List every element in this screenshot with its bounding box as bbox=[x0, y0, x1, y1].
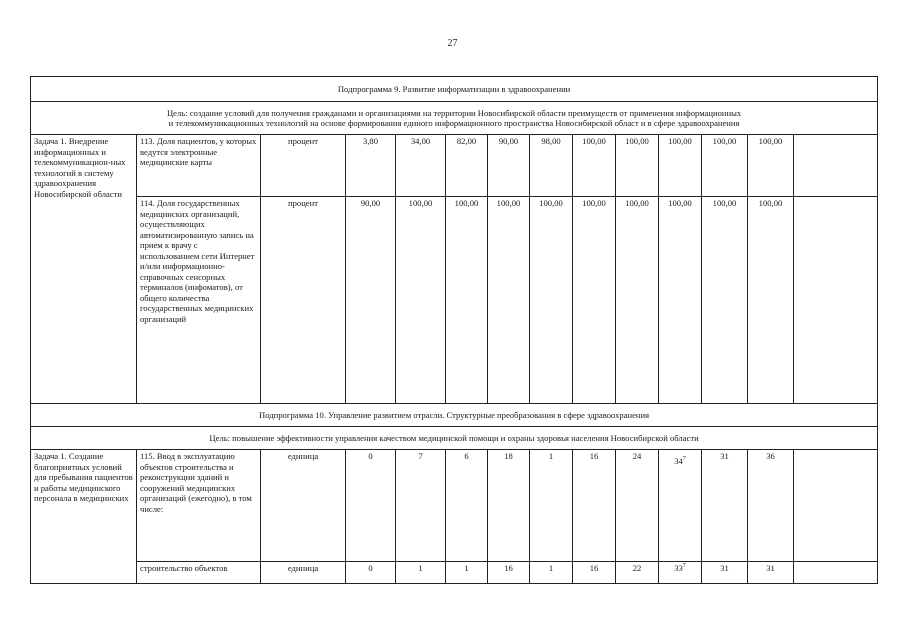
value-text: 34 bbox=[674, 456, 683, 466]
value-cell: 98,00 bbox=[530, 135, 573, 197]
value-text: 33 bbox=[674, 563, 683, 573]
indicator-unit: единица bbox=[261, 450, 346, 562]
value-cell: 100,00 bbox=[702, 135, 748, 197]
value-cell: 100,00 bbox=[659, 135, 702, 197]
indicator-name: строительство объектов bbox=[137, 562, 261, 584]
page-number: 27 bbox=[447, 38, 458, 49]
value-cell: 90,00 bbox=[346, 197, 396, 404]
value-cell: 0 bbox=[346, 562, 396, 584]
subprogram10-goal-row bbox=[31, 427, 878, 450]
footnote-mark: 7 bbox=[682, 563, 686, 570]
subprogram9-goal bbox=[31, 102, 878, 135]
subprogram10-title: Подпрограмма 10. Управление развитием отрасли. Структурные преобразования в сфере здравоохранения bbox=[31, 404, 878, 427]
value-cell: 100,00 bbox=[488, 197, 530, 404]
subprogram9-title-row bbox=[31, 77, 878, 102]
value-cell: 18 bbox=[488, 450, 530, 562]
value-cell: 1 bbox=[446, 562, 488, 584]
subprogram9-title: Подпрограмма 9. Развитие информатизации в здравоохранении bbox=[31, 77, 878, 102]
table-row bbox=[31, 562, 878, 584]
value-cell: 100,00 bbox=[396, 197, 446, 404]
value-cell: 3,80 bbox=[346, 135, 396, 197]
value-cell-with-footnote bbox=[659, 562, 702, 584]
value-cell: 1 bbox=[396, 562, 446, 584]
value-cell: 0 bbox=[346, 450, 396, 562]
value-cell: 100,00 bbox=[530, 197, 573, 404]
empty-cell bbox=[794, 562, 878, 584]
value-cell: 16 bbox=[488, 562, 530, 584]
value-cell: 24 bbox=[616, 450, 659, 562]
value-cell: 31 bbox=[702, 562, 748, 584]
indicator-name: 114. Доля государственных медицинских организаций, осуществляющих автоматизированную запись на прием к врачу с использованием сети Интернет и/или информационно-справочных сенсорных терминалов (инфоматов), от общего количества государственных медицинских организаций bbox=[137, 197, 261, 404]
value-cell: 100,00 bbox=[573, 197, 616, 404]
subprogram9-task: Задача 1. Внедрение информационных и телекоммуникацион-ных технологий в систему здравоохранения Новосибирской области bbox=[31, 135, 137, 404]
subprogram10-title-row bbox=[31, 404, 878, 427]
value-cell: 31 bbox=[748, 562, 794, 584]
value-cell: 31 bbox=[702, 450, 748, 562]
subprogram10-task: Задача 1. Создание благоприятных условий для пребывания пациентов и работы медицинского персонала в медицинских bbox=[31, 450, 137, 584]
value-cell: 100,00 bbox=[616, 197, 659, 404]
value-cell: 36 bbox=[748, 450, 794, 562]
value-cell: 7 bbox=[396, 450, 446, 562]
indicator-name: 113. Доля пациентов, у которых ведутся электронные медицинские карты bbox=[137, 135, 261, 197]
subprogram9-goal-line1: Цель: создание условий для получения гражданами и организациями на территории Новосибирской области преимуществ от применения информационных bbox=[166, 107, 742, 118]
value-cell: 100,00 bbox=[702, 197, 748, 404]
value-cell: 1 bbox=[530, 562, 573, 584]
value-cell: 100,00 bbox=[446, 197, 488, 404]
value-cell: 100,00 bbox=[748, 135, 794, 197]
value-cell: 6 bbox=[446, 450, 488, 562]
value-cell: 100,00 bbox=[573, 135, 616, 197]
empty-cell bbox=[794, 135, 878, 197]
value-cell: 90,00 bbox=[488, 135, 530, 197]
value-cell: 16 bbox=[573, 450, 616, 562]
footnote-mark: 7 bbox=[682, 456, 686, 463]
indicators-table bbox=[30, 76, 878, 584]
indicator-unit: единица bbox=[261, 562, 346, 584]
value-cell: 22 bbox=[616, 562, 659, 584]
empty-cell bbox=[794, 450, 878, 562]
indicator-unit: процент bbox=[261, 135, 346, 197]
table-row bbox=[31, 135, 878, 197]
value-cell: 34,00 bbox=[396, 135, 446, 197]
empty-cell bbox=[794, 197, 878, 404]
value-cell: 100,00 bbox=[616, 135, 659, 197]
value-cell: 82,00 bbox=[446, 135, 488, 197]
subprogram10-goal: Цель: повышение эффективности управления качеством медицинской помощи и охраны здоровья населения Новосибирской области bbox=[31, 427, 878, 450]
subprogram9-goal-line2: и телекоммуникационных технологий на основе формирования единого информационного пространства Новосибирской област и в сфере здравоохранения bbox=[168, 118, 740, 128]
indicator-unit: процент bbox=[261, 197, 346, 404]
subprogram9-goal-row bbox=[31, 102, 878, 135]
value-cell: 16 bbox=[573, 562, 616, 584]
value-cell: 1 bbox=[530, 450, 573, 562]
table-row bbox=[31, 197, 878, 404]
indicator-name: 115. Ввод в эксплуатацию объектов строительства и реконструкции зданий и сооружений медицинских организаций (ежегодно), в том числе: bbox=[137, 450, 261, 562]
value-cell-with-footnote bbox=[659, 450, 702, 562]
value-cell: 100,00 bbox=[748, 197, 794, 404]
value-cell: 100,00 bbox=[659, 197, 702, 404]
table-row bbox=[31, 450, 878, 562]
